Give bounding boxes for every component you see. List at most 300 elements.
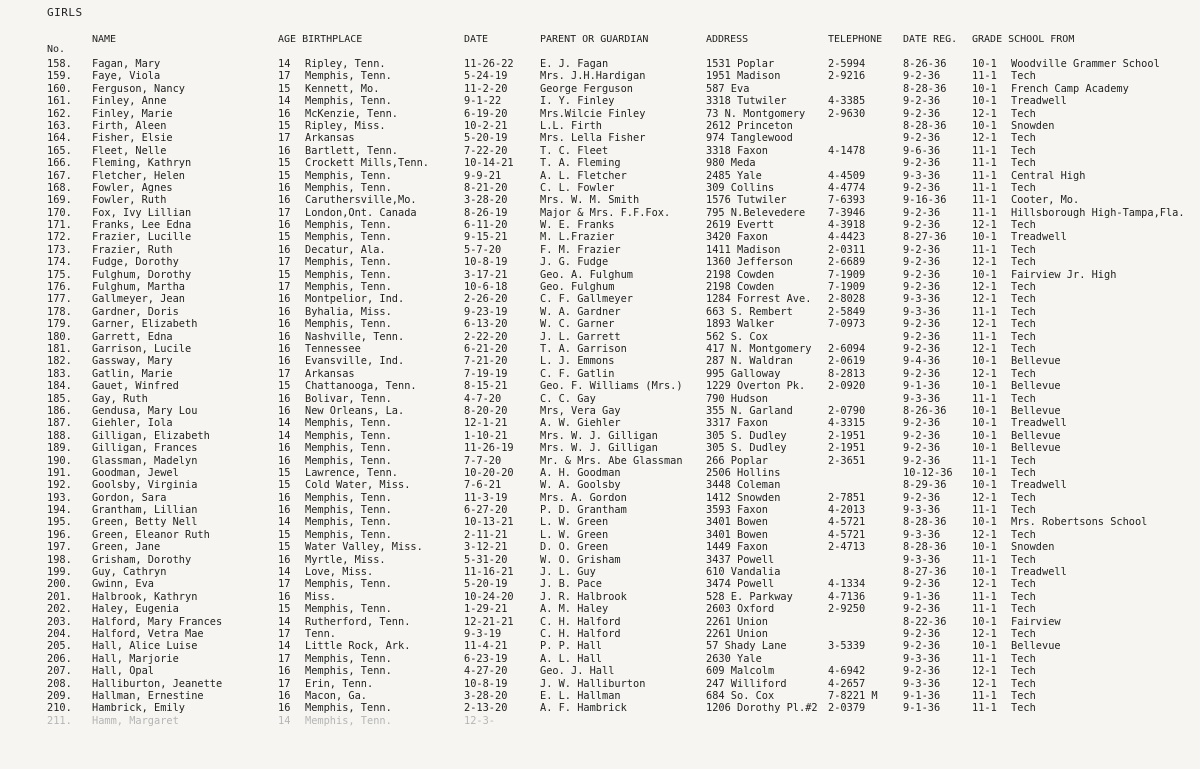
parent-guardian: C. F. Gatlin [540, 367, 615, 380]
parent-guardian: C. F. Gallmeyer [540, 293, 633, 306]
record-number: 187. [47, 417, 72, 430]
address: 1893 Walker [706, 318, 775, 331]
student-name: Gwinn, Eva [92, 578, 154, 591]
table-row [0, 616, 1200, 628]
address: 1206 Dorothy Pl.#2 [706, 702, 818, 715]
birth-date: 7-6-21 [464, 479, 502, 492]
parent-guardian: W. A. Gardner [540, 305, 621, 318]
date-registered: 9-2-36 [903, 454, 941, 467]
telephone: 7-1909 [828, 281, 866, 294]
record-number: 211. [47, 714, 72, 727]
birthplace: Miss. [305, 590, 336, 603]
student-age: 15 [278, 528, 291, 541]
table-row [0, 690, 1200, 702]
student-age: 14 [278, 615, 291, 628]
birthplace: Memphis, Tenn. [305, 256, 392, 269]
birth-date: 9-23-19 [464, 305, 508, 318]
birthplace: Memphis, Tenn. [305, 169, 392, 182]
telephone: 2-6689 [828, 256, 866, 269]
birthplace: Caruthersville,Mo. [305, 194, 417, 207]
telephone: 7-1909 [828, 268, 866, 281]
grade: 10-1 [972, 380, 997, 393]
school-from: Tech [1011, 603, 1036, 616]
birthplace: Ripley, Tenn. [305, 58, 386, 70]
grade: 11-1 [972, 70, 997, 83]
student-age: 14 [278, 417, 291, 430]
birthplace: McKenzie, Tenn. [305, 107, 398, 120]
school-from: Tech [1011, 553, 1036, 566]
parent-guardian: Mrs.Wilcie Finley [540, 107, 646, 120]
record-number: 206. [47, 652, 72, 665]
student-name: Gendusa, Mary Lou [92, 404, 198, 417]
date-registered: 9-2-36 [903, 256, 941, 269]
birthplace: Erin, Tenn. [305, 677, 374, 690]
record-number: 184. [47, 380, 72, 393]
grade: 11-1 [972, 206, 997, 219]
student-name: Ferguson, Nancy [92, 82, 185, 95]
student-name: Green, Betty Nell [92, 516, 198, 529]
school-from: Tech [1011, 144, 1036, 157]
address: 2198 Cowden [706, 281, 775, 294]
table-row [0, 244, 1200, 256]
school-from: Treadwell [1011, 566, 1067, 579]
student-age: 14 [278, 566, 291, 579]
birthplace: Evansville, Ind. [305, 355, 405, 368]
record-number: 202. [47, 603, 72, 616]
table-row [0, 157, 1200, 169]
student-age: 16 [278, 665, 291, 678]
date-registered: 9-2-36 [903, 491, 941, 504]
birthplace: Memphis, Tenn. [305, 454, 392, 467]
student-name: Fisher, Elsie [92, 132, 173, 145]
grade: 11-1 [972, 243, 997, 256]
student-age: 15 [278, 479, 291, 492]
school-from: Tech [1011, 652, 1036, 665]
student-name: Gordon, Sara [92, 491, 167, 504]
table-row [0, 678, 1200, 690]
birth-date: 10-14-21 [464, 157, 514, 170]
grade: 11-1 [972, 504, 997, 517]
student-name: Fulghum, Martha [92, 281, 185, 294]
school-from: Treadwell [1011, 417, 1067, 430]
birthplace: Crockett Mills,Tenn. [305, 157, 429, 170]
table-row [0, 442, 1200, 454]
parent-guardian: Geo. J. Hall [540, 665, 615, 678]
birth-date: 9-3-19 [464, 627, 502, 640]
school-from: Tech [1011, 132, 1036, 145]
birth-date: 11-26-19 [464, 442, 514, 455]
date-registered: 9-2-36 [903, 318, 941, 331]
student-age: 14 [278, 429, 291, 442]
student-name: Fowler, Ruth [92, 194, 167, 207]
section-title: GIRLS [47, 6, 83, 19]
table-row [0, 170, 1200, 182]
table-row [0, 281, 1200, 293]
birth-date: 10-6-18 [464, 281, 508, 294]
record-number: 165. [47, 144, 72, 157]
record-number: 176. [47, 281, 72, 294]
grade: 10-1 [972, 429, 997, 442]
birthplace: Memphis, Tenn. [305, 516, 392, 529]
date-registered: 9-2-36 [903, 640, 941, 653]
student-name: Hallman, Ernestine [92, 689, 204, 702]
school-from: Treadwell [1011, 95, 1067, 108]
address: 305 S. Dudley [706, 442, 787, 455]
grade: 11-1 [972, 194, 997, 207]
birth-date: 3-12-21 [464, 541, 508, 554]
record-number: 178. [47, 305, 72, 318]
birth-date: 11-2-20 [464, 82, 508, 95]
date-registered: 9-1-36 [903, 689, 941, 702]
record-number: 204. [47, 627, 72, 640]
grade: 11-1 [972, 181, 997, 194]
table-row [0, 293, 1200, 305]
student-name: Haley, Eugenia [92, 603, 179, 616]
school-from: Tech [1011, 454, 1036, 467]
table-row [0, 529, 1200, 541]
birth-date: 5-20-19 [464, 132, 508, 145]
record-number: 161. [47, 95, 72, 108]
record-number: 205. [47, 640, 72, 653]
table-row [0, 492, 1200, 504]
parent-guardian: Mrs. A. Gordon [540, 491, 627, 504]
address: 1576 Tutwiler [706, 194, 787, 207]
birthplace: Memphis, Tenn. [305, 652, 392, 665]
student-name: Goodman, Jewel [92, 466, 179, 479]
grade: 10-1 [972, 404, 997, 417]
school-from: Bellevue [1011, 640, 1061, 653]
parent-guardian: C. C. Gay [540, 392, 596, 405]
record-number: 189. [47, 442, 72, 455]
col-header-grade-school: GRADE SCHOOL FROM [972, 34, 1075, 45]
student-age: 17 [278, 627, 291, 640]
address: 2612 Princeton [706, 119, 793, 132]
record-number: 200. [47, 578, 72, 591]
birth-date: 2-22-20 [464, 330, 508, 343]
date-registered: 8-26-36 [903, 404, 947, 417]
telephone: 2-0379 [828, 702, 866, 715]
record-number: 180. [47, 330, 72, 343]
col-header-name: NAME [92, 34, 117, 45]
address: 73 N. Montgomery [706, 107, 806, 120]
school-from: Bellevue [1011, 429, 1061, 442]
student-list [0, 58, 1200, 727]
telephone: 4-1334 [828, 578, 866, 591]
address: 528 E. Parkway [706, 590, 793, 603]
date-registered: 9-2-36 [903, 603, 941, 616]
address: 2630 Yale [706, 652, 762, 665]
parent-guardian: T. A. Fleming [540, 157, 621, 170]
record-number: 172. [47, 231, 72, 244]
birth-date: 4-7-20 [464, 392, 502, 405]
birth-date: 6-23-19 [464, 652, 508, 665]
telephone: 3-5339 [828, 640, 866, 653]
table-row [0, 108, 1200, 120]
parent-guardian: A. W. Giehler [540, 417, 621, 430]
record-number: 167. [47, 169, 72, 182]
student-age: 17 [278, 367, 291, 380]
address: 355 N. Garland [706, 404, 793, 417]
address: 1531 Poplar [706, 58, 775, 70]
school-from: Tech [1011, 305, 1036, 318]
school-from: Snowden [1011, 541, 1055, 554]
birthplace: Montpelior, Ind. [305, 293, 405, 306]
table-row [0, 95, 1200, 107]
date-registered: 9-3-36 [903, 652, 941, 665]
student-age: 16 [278, 454, 291, 467]
date-registered: 9-1-36 [903, 380, 941, 393]
school-from: French Camp Academy [1011, 82, 1129, 95]
table-row [0, 455, 1200, 467]
table-row [0, 578, 1200, 590]
table-row [0, 603, 1200, 615]
birthplace: Macon, Ga. [305, 689, 367, 702]
student-name: Halford, Mary Frances [92, 615, 223, 628]
table-row [0, 467, 1200, 479]
student-age: 15 [278, 466, 291, 479]
birth-date: 10-13-21 [464, 516, 514, 529]
record-number: 166. [47, 157, 72, 170]
telephone: 4-4774 [828, 181, 866, 194]
grade: 10-1 [972, 479, 997, 492]
record-number: 173. [47, 243, 72, 256]
student-age: 15 [278, 268, 291, 281]
telephone: 2-5849 [828, 305, 866, 318]
table-row [0, 70, 1200, 82]
birth-date: 1-29-21 [464, 603, 508, 616]
table-row [0, 566, 1200, 578]
student-name: Gallmeyer, Jean [92, 293, 185, 306]
grade: 11-1 [972, 392, 997, 405]
parent-guardian: J. G. Fudge [540, 256, 609, 269]
school-from: Tech [1011, 665, 1036, 678]
birth-date: 5-20-19 [464, 578, 508, 591]
telephone: 7-6393 [828, 194, 866, 207]
grade: 10-1 [972, 417, 997, 430]
student-age: 16 [278, 330, 291, 343]
col-header-date-reg: DATE REG. [903, 34, 958, 45]
student-name: Hamm, Margaret [92, 714, 179, 727]
telephone: 8-2813 [828, 367, 866, 380]
student-name: Gardner, Doris [92, 305, 179, 318]
school-from: Tech [1011, 256, 1036, 269]
col-header-telephone: TELEPHONE [828, 34, 883, 45]
grade: 11-1 [972, 305, 997, 318]
table-row [0, 640, 1200, 652]
parent-guardian: W. E. Franks [540, 219, 615, 232]
student-age: 16 [278, 590, 291, 603]
telephone: 2-3651 [828, 454, 866, 467]
address: 974 Tanglewood [706, 132, 793, 145]
table-row [0, 628, 1200, 640]
school-from: Tech [1011, 392, 1036, 405]
birthplace: Lawrence, Tenn. [305, 466, 398, 479]
col-header-parent: PARENT OR GUARDIAN [540, 34, 649, 45]
address: 562 S. Cox [706, 330, 768, 343]
school-from: Bellevue [1011, 404, 1061, 417]
parent-guardian: T. C. Fleet [540, 144, 609, 157]
grade: 10-1 [972, 466, 997, 479]
address: 2198 Cowden [706, 268, 775, 281]
telephone: 2-4713 [828, 541, 866, 554]
grade: 10-1 [972, 516, 997, 529]
address: 790 Hudson [706, 392, 768, 405]
address: 2619 Evertt [706, 219, 775, 232]
birthplace: Memphis, Tenn. [305, 219, 392, 232]
birth-date: 10-2-21 [464, 119, 508, 132]
birthplace: Memphis, Tenn. [305, 318, 392, 331]
birth-date: 9-9-21 [464, 169, 502, 182]
birthplace: New Orleans, La. [305, 404, 405, 417]
parent-guardian: D. O. Green [540, 541, 609, 554]
school-from: Bellevue [1011, 355, 1061, 368]
grade: 12-1 [972, 107, 997, 120]
address: 1951 Madison [706, 70, 781, 83]
student-age: 15 [278, 231, 291, 244]
birthplace: Bartlett, Tenn. [305, 144, 398, 157]
address: 2603 Oxford [706, 603, 775, 616]
student-name: Fleet, Nelle [92, 144, 167, 157]
student-name: Frazier, Lucille [92, 231, 192, 244]
birth-date: 10-8-19 [464, 256, 508, 269]
birth-date: 5-7-20 [464, 243, 502, 256]
birth-date: 3-17-21 [464, 268, 508, 281]
parent-guardian: A. F. Hambrick [540, 702, 627, 715]
date-registered: 9-2-36 [903, 107, 941, 120]
birth-date: 6-13-20 [464, 318, 508, 331]
student-name: Fleming, Kathryn [92, 157, 192, 170]
date-registered: 9-2-36 [903, 665, 941, 678]
table-row [0, 393, 1200, 405]
school-from: Fairview Jr. High [1011, 268, 1117, 281]
birthplace: Decatur, Ala. [305, 243, 386, 256]
telephone: 7-8221 M [828, 689, 878, 702]
student-age: 16 [278, 442, 291, 455]
date-registered: 9-2-36 [903, 219, 941, 232]
record-number: 181. [47, 342, 72, 355]
school-from: Treadwell [1011, 479, 1067, 492]
birth-date: 5-31-20 [464, 553, 508, 566]
table-row [0, 194, 1200, 206]
record-number: 195. [47, 516, 72, 529]
student-name: Grantham, Lillian [92, 504, 198, 517]
student-name: Finley, Anne [92, 95, 167, 108]
address: 610 Vandalia [706, 566, 781, 579]
birth-date: 8-21-20 [464, 181, 508, 194]
record-number: 192. [47, 479, 72, 492]
col-header-no: No. [47, 44, 66, 55]
table-row [0, 331, 1200, 343]
grade: 12-1 [972, 342, 997, 355]
date-registered: 9-3-36 [903, 677, 941, 690]
birthplace: Memphis, Tenn. [305, 70, 392, 83]
student-name: Finley, Marie [92, 107, 173, 120]
student-age: 17 [278, 70, 291, 83]
date-registered: 9-1-36 [903, 702, 941, 715]
student-name: Grisham, Dorothy [92, 553, 192, 566]
student-age: 15 [278, 380, 291, 393]
school-from: Tech [1011, 181, 1036, 194]
table-row [0, 554, 1200, 566]
birthplace: Memphis, Tenn. [305, 429, 392, 442]
date-registered: 9-3-36 [903, 528, 941, 541]
parent-guardian: Mr. & Mrs. Abe Glassman [540, 454, 683, 467]
student-name: Fowler, Agnes [92, 181, 173, 194]
record-number: 201. [47, 590, 72, 603]
student-name: Halford, Vetra Mae [92, 627, 204, 640]
date-registered: 8-29-36 [903, 479, 947, 492]
student-name: Faye, Viola [92, 70, 161, 83]
record-number: 210. [47, 702, 72, 715]
grade: 11-1 [972, 702, 997, 715]
student-age: 14 [278, 516, 291, 529]
grade: 11-1 [972, 330, 997, 343]
address: 980 Meda [706, 157, 756, 170]
record-number: 171. [47, 219, 72, 232]
birth-date: 11-4-21 [464, 640, 508, 653]
student-name: Frazier, Ruth [92, 243, 173, 256]
grade: 12-1 [972, 491, 997, 504]
telephone: 2-0920 [828, 380, 866, 393]
date-registered: 9-3-36 [903, 169, 941, 182]
school-from: Cooter, Mo. [1011, 194, 1080, 207]
telephone: 2-1951 [828, 429, 866, 442]
record-number: 175. [47, 268, 72, 281]
school-from: Tech [1011, 281, 1036, 294]
record-number: 158. [47, 58, 72, 70]
school-from: Tech [1011, 70, 1036, 83]
parent-guardian: J. L. Guy [540, 566, 596, 579]
date-registered: 8-28-36 [903, 82, 947, 95]
record-number: 186. [47, 404, 72, 417]
student-name: Fulghum, Dorothy [92, 268, 192, 281]
student-age: 16 [278, 553, 291, 566]
student-name: Fagan, Mary [92, 58, 161, 70]
birthplace: Love, Miss. [305, 566, 374, 579]
student-age: 16 [278, 342, 291, 355]
telephone: 2-9250 [828, 603, 866, 616]
birth-date: 1-10-21 [464, 429, 508, 442]
student-age: 16 [278, 293, 291, 306]
date-registered: 9-4-36 [903, 355, 941, 368]
birth-date: 7-7-20 [464, 454, 502, 467]
student-name: Gilligan, Elizabeth [92, 429, 210, 442]
table-row [0, 145, 1200, 157]
record-number: 196. [47, 528, 72, 541]
table-row [0, 516, 1200, 528]
birthplace: Tennessee [305, 342, 361, 355]
school-from: Mrs. Robertsons School [1011, 516, 1148, 529]
table-row [0, 306, 1200, 318]
record-number: 194. [47, 504, 72, 517]
table-row [0, 132, 1200, 144]
student-age: 16 [278, 144, 291, 157]
table-row [0, 504, 1200, 516]
telephone: 7-3946 [828, 206, 866, 219]
school-from: Tech [1011, 689, 1036, 702]
record-number: 198. [47, 553, 72, 566]
grade: 11-1 [972, 454, 997, 467]
student-name: Fudge, Dorothy [92, 256, 179, 269]
record-number: 164. [47, 132, 72, 145]
birth-date: 8-26-19 [464, 206, 508, 219]
student-name: Halliburton, Jeanette [92, 677, 223, 690]
birth-date: 11-26-22 [464, 58, 514, 70]
grade: 12-1 [972, 219, 997, 232]
school-from: Tech [1011, 466, 1036, 479]
parent-guardian: T. A. Garrison [540, 342, 627, 355]
student-age: 16 [278, 107, 291, 120]
